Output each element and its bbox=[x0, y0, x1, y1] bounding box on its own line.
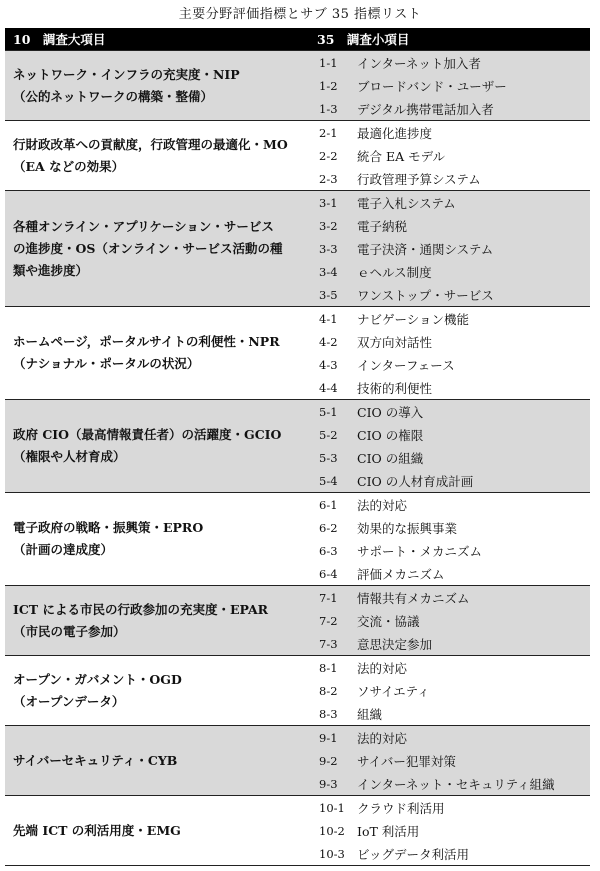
sub-item-label: サポート・メカニズム bbox=[357, 543, 483, 559]
sub-item-label: CIO の人材育成計画 bbox=[357, 473, 474, 489]
sub-item-number: 2-1 bbox=[319, 125, 338, 140]
sub-item-label: ｅヘルス制度 bbox=[357, 264, 432, 280]
sub-category-cell bbox=[309, 307, 590, 400]
sub-item-label: IoT 利活用 bbox=[357, 823, 420, 839]
sub-item-label: 最適化進捗度 bbox=[357, 125, 433, 141]
sub-item-number: 7-1 bbox=[319, 590, 338, 605]
sub-item bbox=[309, 283, 590, 306]
table-row bbox=[5, 400, 590, 493]
main-category-cell bbox=[5, 796, 309, 866]
sub-item-label: サイバー犯罪対策 bbox=[357, 753, 456, 769]
sub-item-label: クラウド利活用 bbox=[357, 800, 445, 816]
sub-category-cell bbox=[309, 51, 590, 121]
sub-item-number: 8-3 bbox=[319, 706, 338, 721]
sub-item-number: 3-4 bbox=[319, 264, 338, 279]
table-row bbox=[5, 726, 590, 796]
sub-item-label: 行政管理予算システム bbox=[357, 171, 481, 187]
table-header-row bbox=[5, 28, 590, 51]
sub-item bbox=[309, 74, 590, 97]
main-category-text: （公的ネットワークの構築・整備） bbox=[13, 88, 214, 104]
sub-item-number: 5-1 bbox=[319, 404, 338, 419]
sub-item-number: 5-2 bbox=[319, 427, 338, 442]
sub-item-label: 評価メカニズム bbox=[357, 566, 445, 582]
main-category-text: オープン・ガバメント・OGD bbox=[13, 671, 182, 687]
table-row bbox=[5, 493, 590, 586]
sub-item bbox=[309, 97, 590, 120]
sub-category-cell bbox=[309, 400, 590, 493]
sub-category-cell bbox=[309, 191, 590, 307]
sub-category-cell bbox=[309, 656, 590, 726]
sub-item-label: インターネット・セキュリティ組織 bbox=[357, 776, 555, 792]
main-category-cell bbox=[5, 121, 309, 191]
sub-item-label: 電子入札システム bbox=[357, 195, 456, 211]
sub-item-label: CIO の組織 bbox=[357, 450, 424, 466]
sub-item-number: 1-1 bbox=[319, 55, 338, 70]
sub-item bbox=[309, 702, 590, 725]
sub-item-label: 組織 bbox=[357, 706, 383, 722]
sub-item-label: ナビゲーション機能 bbox=[357, 311, 470, 327]
sub-item-label: ブロードバンド・ユーザー bbox=[357, 78, 507, 94]
sub-item bbox=[309, 260, 590, 283]
main-category-text: 各種オンライン・アプリケーション・サービス bbox=[13, 218, 274, 234]
sub-item-label: 電子決済・通関システム bbox=[357, 241, 494, 257]
sub-item-number: 4-1 bbox=[319, 311, 338, 326]
sub-item-number: 9-3 bbox=[319, 776, 338, 791]
table-row bbox=[5, 586, 590, 656]
main-category-text: （市民の電子参加） bbox=[13, 623, 126, 639]
sub-item bbox=[309, 772, 590, 795]
sub-item-number: 2-3 bbox=[319, 171, 338, 186]
sub-item-number: 3-1 bbox=[319, 195, 338, 210]
main-category-text: 類や進捗度） bbox=[13, 262, 89, 278]
sub-item-label: インターネット加入者 bbox=[357, 55, 481, 71]
sub-item-number: 9-2 bbox=[319, 753, 338, 768]
sub-item-number: 6-1 bbox=[319, 497, 338, 512]
sub-item-label: 統合 EA モデル bbox=[357, 148, 445, 164]
table-row bbox=[5, 656, 590, 726]
sub-item-number: 1-2 bbox=[319, 78, 338, 93]
sub-item bbox=[309, 330, 590, 353]
main-category-cell bbox=[5, 51, 309, 121]
main-category-text: ICT による市民の行政参加の充実度・EPAR bbox=[13, 601, 269, 617]
main-category-text: （EA などの効果） bbox=[13, 158, 125, 174]
sub-item bbox=[309, 679, 590, 702]
main-category-text: サイバーセキュリティ・CYB bbox=[13, 752, 178, 768]
sub-item-label: ワンストップ・サービス bbox=[357, 287, 494, 303]
sub-item bbox=[309, 237, 590, 260]
table-row bbox=[5, 51, 590, 121]
sub-item bbox=[309, 400, 590, 423]
sub-item-number: 10-2 bbox=[319, 823, 345, 838]
table-row bbox=[5, 191, 590, 307]
sub-item-label: 双方向対話性 bbox=[357, 334, 433, 350]
table-row bbox=[5, 796, 590, 866]
sub-item-number: 3-3 bbox=[319, 241, 338, 256]
indicator-table bbox=[5, 28, 590, 866]
sub-item bbox=[309, 376, 590, 399]
sub-item-number: 6-3 bbox=[319, 543, 338, 558]
main-category-text: 電子政府の戦略・振興策・EPRO bbox=[13, 520, 204, 535]
sub-item-number: 10-3 bbox=[319, 846, 345, 861]
sub-item-label: 電子納税 bbox=[357, 218, 408, 234]
sub-item-label: 法的対応 bbox=[357, 497, 408, 513]
sub-item bbox=[309, 842, 590, 865]
sub-item-number: 4-3 bbox=[319, 357, 338, 372]
sub-item-number: 6-4 bbox=[319, 566, 338, 581]
table-row bbox=[5, 121, 590, 191]
main-category-cell bbox=[5, 400, 309, 493]
table-body bbox=[5, 51, 590, 866]
sub-item-label: CIO の権限 bbox=[357, 427, 424, 443]
sub-item-label: 情報共有メカニズム bbox=[357, 590, 470, 606]
main-category-cell bbox=[5, 726, 309, 796]
sub-item bbox=[309, 353, 590, 376]
sub-item bbox=[309, 51, 590, 74]
sub-category-cell bbox=[309, 796, 590, 866]
sub-item bbox=[309, 796, 590, 819]
main-category-text: 先端 ICT の利活用度・EMG bbox=[13, 822, 181, 838]
sub-item-label: CIO の導入 bbox=[357, 404, 424, 420]
main-category-cell bbox=[5, 586, 309, 656]
sub-item-label: 法的対応 bbox=[357, 730, 408, 746]
sub-item-label: ビッグデータ利活用 bbox=[357, 846, 470, 862]
sub-item bbox=[309, 819, 590, 842]
sub-item bbox=[309, 562, 590, 585]
sub-item bbox=[309, 539, 590, 562]
sub-item-label: ソサイエティ bbox=[357, 683, 430, 699]
main-category-text: （オープンデータ） bbox=[13, 693, 125, 709]
sub-item bbox=[309, 632, 590, 655]
sub-item bbox=[309, 446, 590, 469]
sub-item-number: 3-2 bbox=[319, 218, 338, 233]
sub-item bbox=[309, 656, 590, 679]
table-title: 主要分野評価指標とサブ 35 指標リスト bbox=[178, 7, 422, 22]
sub-item bbox=[309, 749, 590, 772]
main-category-text: （ナショナル・ポータルの状況） bbox=[13, 356, 200, 371]
sub-item bbox=[309, 493, 590, 516]
sub-item bbox=[309, 214, 590, 237]
sub-item-number: 7-2 bbox=[319, 613, 338, 628]
sub-item-number: 6-2 bbox=[319, 520, 338, 535]
sub-item bbox=[309, 121, 590, 144]
main-category-cell bbox=[5, 191, 309, 307]
sub-item-number: 7-3 bbox=[319, 636, 338, 651]
sub-category-cell bbox=[309, 493, 590, 586]
sub-category-cell bbox=[309, 586, 590, 656]
sub-item-label: デジタル携帯電話加入者 bbox=[357, 101, 494, 117]
main-category-text: の進捗度・OS（オンライン・サービス活動の種 bbox=[13, 240, 283, 256]
sub-item-number: 5-4 bbox=[319, 473, 338, 488]
sub-item-label: 効果的な振興事業 bbox=[357, 520, 458, 536]
sub-item-number: 9-1 bbox=[319, 730, 338, 745]
sub-category-cell bbox=[309, 726, 590, 796]
sub-item-number: 3-5 bbox=[319, 287, 338, 302]
main-category-text: （権限や人材育成） bbox=[13, 449, 126, 464]
sub-item-label: 意思決定参加 bbox=[357, 636, 433, 652]
main-category-text: （計画の達成度） bbox=[13, 542, 114, 557]
sub-item-number: 5-3 bbox=[319, 450, 338, 465]
sub-category-cell bbox=[309, 121, 590, 191]
sub-item-label: インターフェース bbox=[357, 357, 455, 373]
sub-item-number: 10-1 bbox=[319, 800, 345, 815]
sub-item bbox=[309, 516, 590, 539]
main-category-text: ホームページ，ポータルサイトの利便性・NPR bbox=[13, 334, 280, 349]
main-category-text: 行財政改革への貢献度，行政管理の最適化・MO bbox=[13, 136, 288, 152]
sub-item-number: 1-3 bbox=[319, 101, 338, 116]
sub-item-number: 8-2 bbox=[319, 683, 338, 698]
sub-item-number: 8-1 bbox=[319, 660, 338, 675]
table-row bbox=[5, 307, 590, 400]
sub-item bbox=[309, 609, 590, 632]
main-category-cell bbox=[5, 493, 309, 586]
sub-item-number: 2-2 bbox=[319, 148, 338, 163]
sub-item bbox=[309, 423, 590, 446]
main-category-cell bbox=[5, 307, 309, 400]
sub-item-number: 4-4 bbox=[319, 380, 338, 395]
sub-item bbox=[309, 307, 590, 330]
main-category-cell bbox=[5, 656, 309, 726]
sub-item bbox=[309, 586, 590, 609]
header-sub-category: 35 調査小項目 bbox=[309, 28, 590, 51]
sub-item-label: 法的対応 bbox=[357, 660, 408, 676]
sub-item bbox=[309, 144, 590, 167]
main-category-text: 政府 CIO（最高情報責任者）の活躍度・GCIO bbox=[13, 427, 282, 442]
main-category-text: ネットワーク・インフラの充実度・NIP bbox=[13, 66, 240, 82]
sub-item bbox=[309, 469, 590, 492]
sub-item-number: 4-2 bbox=[319, 334, 338, 349]
header-main-category: 10 調査大項目 bbox=[5, 28, 309, 51]
sub-item bbox=[309, 191, 590, 214]
sub-item-label: 技術的利便性 bbox=[357, 380, 433, 396]
sub-item bbox=[309, 167, 590, 190]
sub-item bbox=[309, 726, 590, 749]
sub-item-label: 交流・協議 bbox=[357, 613, 420, 629]
